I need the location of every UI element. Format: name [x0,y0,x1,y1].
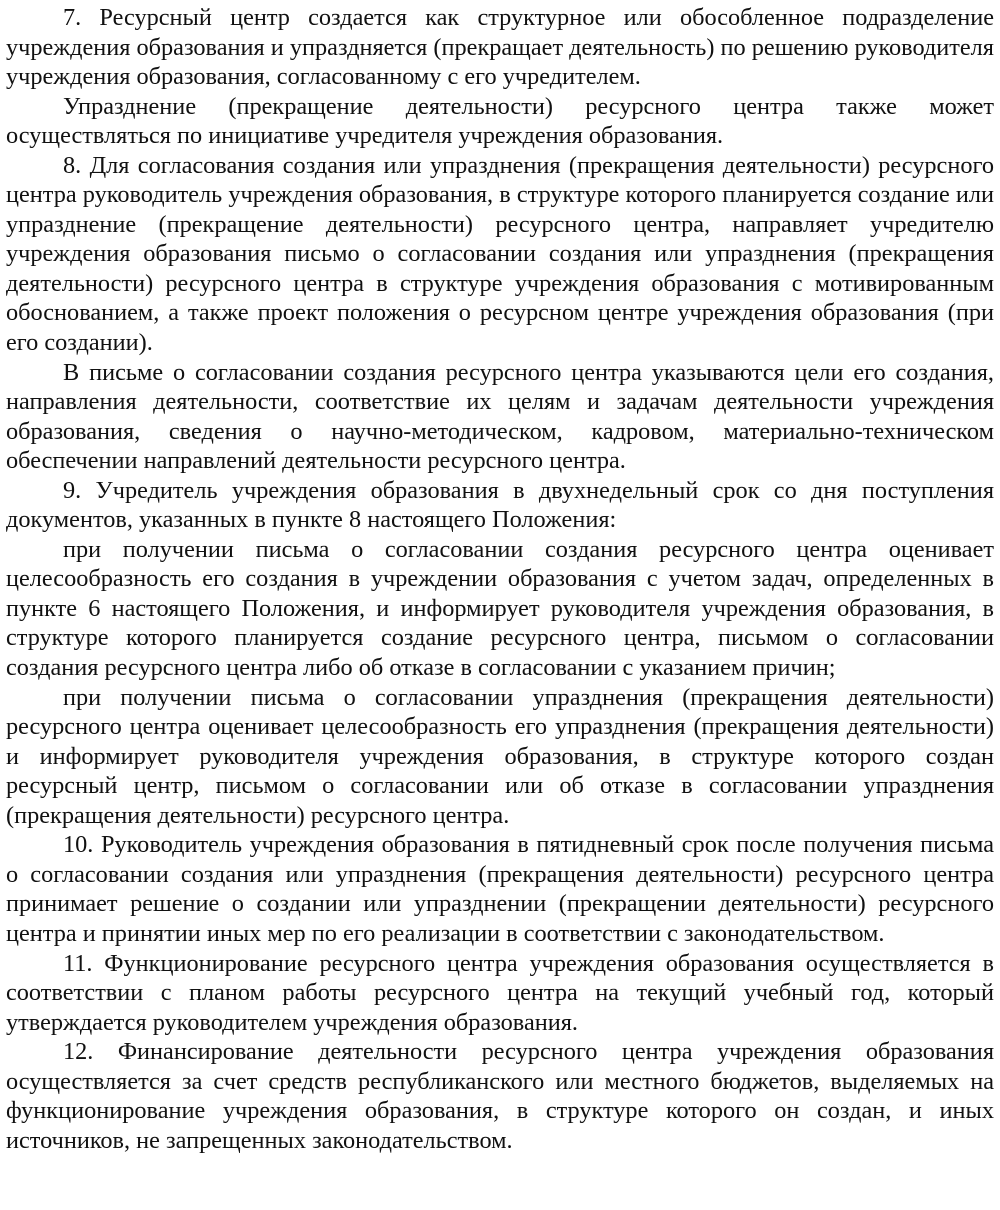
paragraph-8: 8. Для согласования создания или упразднения (прекращения деятельности) ресурсного центра руководитель учреждения образования, в структуре которого планируется создание или упразднение (прекращение деятельности) ресурсного центра, направляет учредителю учреждения образования письмо о согласовании создания или упразднения (прекращения деятельности) ресурсного центра в структуре учреждения образования с мотивированным обоснованием, а также проект положения о ресурсном центре учреждения образования (при его создании). [6,151,994,357]
paragraph-7: 7. Ресурсный центр создается как структурное или обособленное подразделение учреждения образования и упраздняется (прекращает деятельность) по решению руководителя учреждения образования, согласованному с его учредителем. [6,4,994,91]
document-page [6,3,994,1155]
paragraph-9-creation: при получении письма о согласовании создания ресурсного центра оценивает целесообразность его создания в учреждении образования с учетом задач, определенных в пункте 6 настоящего Положения, и информирует руководителя учреждения образования, в структуре которого планируется создание ресурсного центра, письмом о согласовании создания ресурсного центра либо об отказе в согласовании с указанием причин; [6,535,994,682]
paragraph-12: 12. Финансирование деятельности ресурсного центра учреждения образования осуществляется за счет средств республиканского или местного бюджетов, выделяемых на функционирование учреждения образования, в структуре которого он создан, и иных источников, не запрещенных законодательством. [6,1038,994,1154]
paragraph-10: 10. Руководитель учреждения образования в пятидневный срок после получения письма о согласовании создания или упразднения (прекращения деятельности) ресурсного центра принимает решение о создании или упразднении (прекращении деятельности) ресурсного центра и принятии иных мер по его реализации в соответствии с законодательством. [6,831,994,947]
paragraph-11: 11. Функционирование ресурсного центра учреждения образования осуществляется в соответствии с планом работы ресурсного центра на текущий учебный год, который утверждается руководителем учреждения образования. [6,949,994,1036]
paragraph-7-abolition: Упразднение (прекращение деятельности) ресурсного центра также может осуществляться по инициативе учредителя учреждения образования. [6,92,994,150]
paragraph-9: 9. Учредитель учреждения образования в двухнедельный срок со дня поступления документов, указанных в пункте 8 настоящего Положения: [6,476,994,534]
paragraph-9-abolition: при получении письма о согласовании упразднения (прекращения деятельности) ресурсного центра оценивает целесообразность его упразднения (прекращения деятельности) и информирует руководителя учреждения образования, в структуре которого создан ресурсный центр, письмом о согласовании или об отказе в согласовании упразднения (прекращения деятельности) ресурсного центра. [6,683,994,829]
paragraph-8-letter: В письме о согласовании создания ресурсного центра указываются цели его создания, направления деятельности, соответствие их целям и задачам деятельности учреждения образования, сведения о научно-методическом, кадровом, материально-техническом обеспечении направлений деятельности ресурсного центра. [6,358,994,475]
